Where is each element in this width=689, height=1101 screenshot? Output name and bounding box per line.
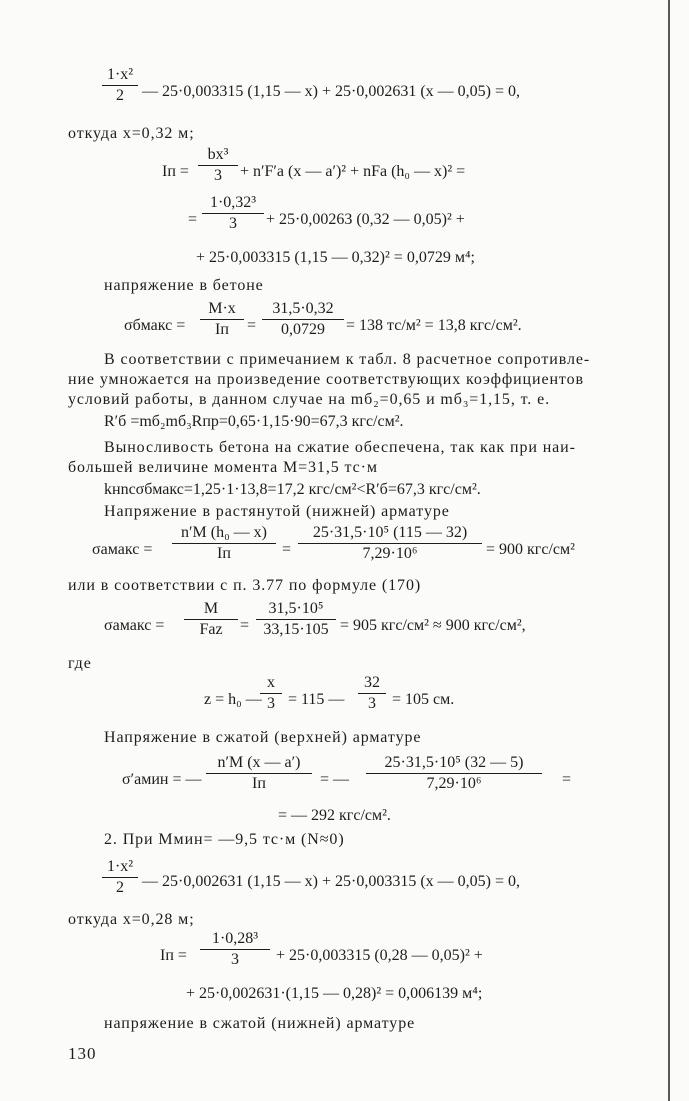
equation-lhs: σамакс = (104, 617, 165, 634)
equation-part: = 115 — (288, 691, 345, 708)
fraction-bar (206, 773, 312, 774)
fraction (184, 600, 238, 639)
fraction-bar (102, 877, 138, 878)
fraction-bar (200, 319, 244, 320)
fraction (200, 930, 270, 969)
numerator: bx³ (207, 146, 229, 163)
denominator: 3 (229, 215, 237, 232)
equation-line: + 25·0,002631·(1,15 — 0,28)² = 0,006139 м⁴; (186, 985, 483, 1002)
fraction-bar (200, 949, 270, 950)
numerator: 1·0,28³ (211, 930, 259, 947)
numerator: 31,5·0,32 (272, 300, 334, 317)
equation-line: R′б =mб₂mб₃Rпр=0,65·1,15·90=67,3 кгс/см². (104, 413, 404, 430)
equation-part: = (562, 771, 572, 788)
equation-part: = (282, 541, 292, 558)
denominator: 2 (116, 87, 124, 104)
fraction (298, 524, 482, 563)
equation-part: = (247, 317, 257, 334)
numerator: 32 (364, 674, 380, 691)
text-line: В соответствии с примечанием к табл. 8 расчетное сопротивле- (104, 351, 591, 368)
fraction-bar (298, 543, 482, 544)
fraction-bar (198, 165, 238, 166)
text-line: откуда x=0,32 м; (68, 125, 195, 142)
text-line: напряжение в сжатой (нижней) арматуре (104, 1015, 416, 1032)
fraction-bar (202, 213, 264, 214)
numerator: 25·31,5·10⁵ (115 — 32) (312, 524, 468, 541)
text-line: или в соответствии с п. 3.77 по формуле (170) (68, 577, 422, 594)
denominator: 3 (231, 951, 239, 968)
equation-line: + 25·0,00263 (0,32 — 0,05)² + (266, 211, 465, 228)
denominator: Iп (215, 321, 229, 338)
denominator: 7,29·10⁶ (426, 775, 482, 792)
fraction-bar (262, 319, 344, 320)
fraction (262, 300, 344, 339)
numerator: M (203, 600, 219, 617)
fraction (206, 754, 312, 793)
numerator: 1·x² (106, 66, 134, 83)
text-line: Напряжение в растянутой (нижней) арматуре (104, 503, 450, 520)
text-line: ние умножается на произведение соответствующих коэффициентов (68, 371, 584, 388)
equation-lhs: σамакс = (92, 541, 153, 558)
fraction (366, 754, 542, 793)
fraction (202, 194, 264, 233)
numerator: 25·31,5·10⁵ (32 — 5) (384, 754, 524, 771)
denominator: 7,29·10⁶ (362, 545, 418, 562)
text-line: Выносливость бетона на сжатие обеспечена, так как при наи- (104, 439, 576, 456)
fraction-bar (102, 85, 138, 86)
numerator: n′M (h₀ — x) (181, 524, 267, 541)
fraction-bar (358, 693, 386, 694)
text-line: 2. При Mмин= —9,5 тс·м (N≈0) (104, 831, 345, 848)
fraction (172, 524, 276, 563)
fraction-bar (184, 619, 238, 620)
denominator: 2 (116, 879, 124, 896)
equation-line: = 138 тс/м² = 13,8 кгс/см². (346, 317, 522, 334)
equation-line: = — 292 кгс/см². (278, 807, 391, 824)
denominator: Iп (217, 545, 231, 562)
fraction (102, 66, 138, 105)
fraction-bar (256, 619, 336, 620)
text-line: условий работы, в данном случае на mб₂=0,65 и mб₃=1,15, т. е. (68, 391, 551, 408)
equation-line: + 25·0,003315 (1,15 — 0,32)² = 0,0729 м⁴; (196, 249, 475, 266)
text-line: где (68, 655, 92, 672)
equation-lhs: σ′амин = — (122, 771, 202, 788)
text-line: напряжение в бетоне (104, 277, 264, 294)
text-line: откуда x=0,28 м; (68, 911, 195, 928)
fraction (358, 674, 386, 713)
equation-line: + 25·0,003315 (0,28 — 0,05)² + (276, 947, 483, 964)
equation-line: = 905 кгс/см² ≈ 900 кгс/см², (340, 617, 526, 634)
equation-line: = 105 см. (392, 691, 455, 708)
fraction (256, 600, 336, 639)
equation-part: = — (320, 771, 350, 788)
equation-lhs: z = h₀ — (204, 691, 262, 708)
equation-line: kнnсσбмакс=1,25·1·13,8=17,2 кгс/см²<R′б=67,3 кгс/см². (104, 481, 481, 498)
denominator: 33,15·105 (263, 621, 329, 638)
numerator: x (267, 674, 275, 691)
equation-part: = (188, 211, 198, 228)
numerator: 1·x² (106, 858, 134, 875)
page-edge-line (668, 0, 670, 1101)
equation-lhs: Iп = (162, 163, 189, 180)
numerator: M·x (208, 300, 236, 317)
fraction (198, 146, 238, 185)
denominator: 3 (368, 695, 376, 712)
text-line: Напряжение в сжатой (верхней) арматуре (104, 729, 422, 746)
page-number: 130 (68, 1044, 97, 1063)
text-line: большей величине момента M=31,5 тс·м (68, 459, 378, 476)
fraction-bar (260, 693, 282, 694)
equation-line: + n′F′а (x — a′)² + nFа (h₀ — x)² = (240, 163, 466, 180)
numerator: 31,5·10⁵ (268, 600, 324, 617)
denominator: Fаz (199, 621, 223, 638)
equation-part: = (240, 617, 250, 634)
numerator: 1·0,32³ (209, 194, 257, 211)
equation-line: — 25·0,003315 (1,15 — x) + 25·0,002631 (x — 0,05) = 0, (142, 83, 521, 100)
denominator: Iп (252, 775, 266, 792)
equation-line: — 25·0,002631 (1,15 — x) + 25·0,003315 (x — 0,05) = 0, (142, 873, 521, 890)
fraction (200, 300, 244, 339)
equation-lhs: σбмакс = (124, 317, 186, 334)
denominator: 3 (267, 695, 275, 712)
denominator: 3 (214, 167, 222, 184)
denominator: 0,0729 (281, 321, 325, 338)
fraction-bar (366, 773, 542, 774)
equation-lhs: Iп = (160, 947, 187, 964)
fraction-bar (172, 543, 276, 544)
fraction (102, 858, 138, 897)
numerator: n′M (x — a′) (217, 754, 301, 771)
equation-line: = 900 кгс/см² (486, 541, 575, 558)
fraction (260, 674, 282, 713)
